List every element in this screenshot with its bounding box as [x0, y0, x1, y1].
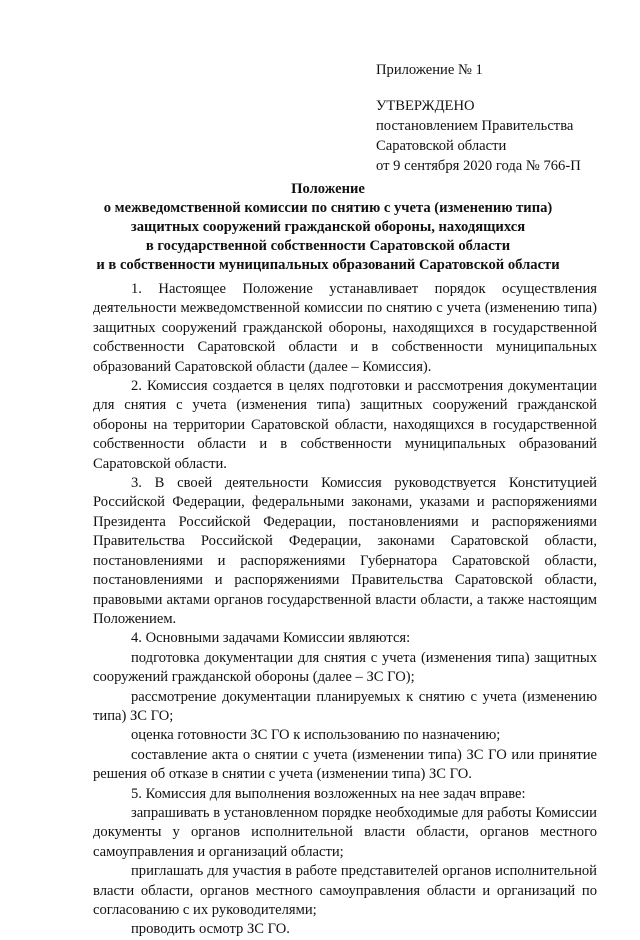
- task-item-2: рассмотрение документации планируемых к снятию с учета (изменению типа) ЗС ГО;: [93, 688, 597, 724]
- approval-line-1: постановлением Правительства: [376, 118, 574, 134]
- document-body: [93, 280, 597, 940]
- paragraph-3: 3. В своей деятельности Комиссия руководствуется Конституцией Российской Федерации, федеральными законами, указами и распоряжениями Президента Российской Федерации, постановлениями и распоряжениями Правительства Российской Федерации, законами Саратовской области, постановлениями и распоряжениями Губернатора Саратовской области, постановлениями и распоряжениями Правительства Саратовской области, правовыми актами органов государственной власти области, а также настоящим Положением.: [93, 475, 597, 627]
- approval-line-2: Саратовской области: [376, 138, 507, 154]
- title-line-3: защитных сооружений гражданской обороны, находящихся: [130, 219, 526, 235]
- paragraph-4: 4. Основными задачами Комиссии являются:: [131, 630, 411, 647]
- right-item-3: проводить осмотр ЗС ГО.: [131, 921, 290, 938]
- title-line-4: в государственной собственности Саратовской области: [145, 238, 511, 254]
- title-line-2: о межведомственной комиссии по снятию с учета (изменению типа): [103, 200, 553, 216]
- task-item-4: составление акта о снятии с учета (изменении типа) ЗС ГО или принятие решения об отказе в снятии с учета (изменении типа) ЗС ГО.: [93, 746, 597, 783]
- appendix-label: Приложение № 1: [376, 62, 483, 78]
- task-item-1: подготовка документации для снятия с учета (изменения типа) защитных сооружений гражданской обороны (далее – ЗС ГО);: [93, 649, 597, 686]
- right-item-1: запрашивать в установленном порядке необходимые для работы Комиссии документы у органов исполнительной власти области, органов местного самоуправления и организаций области;: [93, 804, 597, 860]
- task-item-3: оценка готовности ЗС ГО к использованию по назначению;: [131, 727, 501, 744]
- right-item-2: приглашать для участия в работе представителей органов исполнительной власти области, органов местного самоуправления области и организаций по согласованию с их руководителями;: [93, 863, 597, 918]
- document-title: [70, 180, 586, 275]
- title-line-5: и в собственности муниципальных образований Саратовской области: [96, 257, 560, 273]
- approved-stamp: УТВЕРЖДЕНО: [376, 98, 475, 114]
- approval-line-3: от 9 сентября 2020 года № 766-П: [376, 158, 581, 174]
- approval-block: [376, 60, 626, 176]
- paragraph-5: 5. Комиссия для выполнения возложенных на нее задач вправе:: [131, 785, 526, 802]
- paragraph-1: 1. Настоящее Положение устанавливает порядок осуществления деятельности межведомственной комиссии по снятию с учета (изменению типа) защитных сооружений гражданской обороны, находящихся в государственной собственности Саратовской области и в собственности муниципальных образований Саратовской области (далее – Комиссия).: [93, 281, 597, 375]
- paragraph-2: 2. Комиссия создается в целях подготовки и рассмотрения документации для снятия с учета (изменения типа) защитных сооружений гражданской обороны на территории Саратовской области, находящихся в государственной собственности области и в собственности муниципальных образований Саратовской области.: [93, 378, 597, 472]
- title-line-1: Положение: [291, 181, 365, 197]
